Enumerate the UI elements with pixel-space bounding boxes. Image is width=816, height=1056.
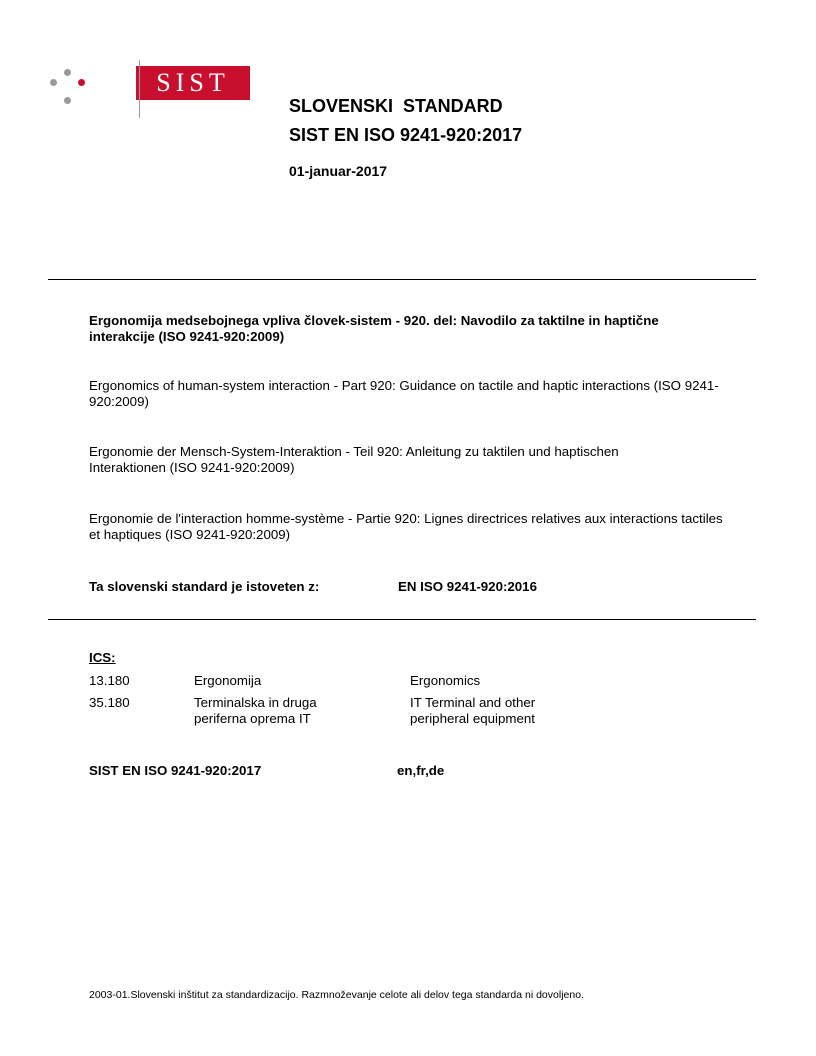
title-english: Ergonomics of human-system interaction - Part 920: Guidance on tactile and haptic interactions (ISO 9241-920:2009) xyxy=(89,378,719,409)
ics-term-en: Ergonomics xyxy=(410,673,481,688)
summary-standard: SIST EN ISO 9241-920:2017 xyxy=(89,763,262,778)
ics-term-sl: Ergonomija xyxy=(194,673,262,688)
logo-wordmark: SIST xyxy=(136,66,250,100)
ics-label: ICS: xyxy=(89,650,116,665)
title-german: Ergonomie der Mensch-System-Interaktion - Teil 920: Anleitung zu taktilen und haptischen Interaktionen (ISO 9241-920:2009) xyxy=(89,444,619,475)
logo-dot-icon xyxy=(78,79,85,86)
ics-code: 35.180 xyxy=(89,695,130,710)
publication-date: 01-januar-2017 xyxy=(289,163,388,179)
logo-dot-icon xyxy=(64,69,71,76)
standard-type: SLOVENSKI STANDARD xyxy=(289,96,503,116)
divider xyxy=(48,619,756,620)
ics-code: 13.180 xyxy=(89,673,130,688)
standard-number: SIST EN ISO 9241-920:2017 xyxy=(289,125,523,145)
sist-logo xyxy=(46,66,230,122)
identity-value: EN ISO 9241-920:2016 xyxy=(398,579,537,594)
logo-divider xyxy=(139,60,140,118)
divider xyxy=(48,279,756,280)
summary-languages: en,fr,de xyxy=(397,763,445,778)
title-slovenian: Ergonomija medsebojnega vpliva človek-sistem - 920. del: Navodilo za taktilne in haptične interakcije (ISO 9241-920:2009) xyxy=(89,313,659,344)
copyright-footer: 2003-01.Slovenski inštitut za standardizacijo. Razmnoževanje celote ali delov tega standarda ni dovoljeno. xyxy=(89,989,584,1001)
identity-label: Ta slovenski standard je istoveten z: xyxy=(89,579,320,594)
title-french: Ergonomie de l'interaction homme-système - Partie 920: Lignes directrices relatives aux interactions tactiles et haptiques (ISO 9241-920:2009) xyxy=(89,511,723,542)
ics-term-en: IT Terminal and other peripheral equipment xyxy=(410,695,536,726)
logo-dot-icon xyxy=(64,97,71,104)
ics-term-sl: Terminalska in druga periferna oprema IT xyxy=(194,695,317,726)
logo-dot-icon xyxy=(50,79,57,86)
